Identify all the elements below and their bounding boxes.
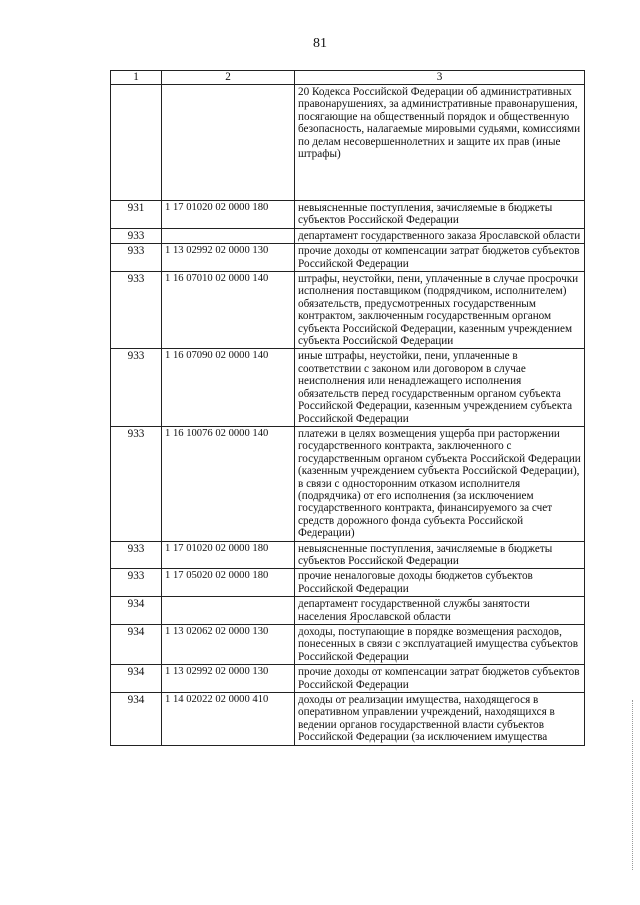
description-cell: штрафы, неустойки, пени, уплаченные в случае просрочки исполнения поставщиком (подрядчиком, исполнителем) обязательств, предусмотренных государственным контрактом, заключенным государственным органом субъекта Российской Федерации, казенным учреждением субъекта Российской Федерации	[295, 272, 585, 349]
table-row	[111, 693, 585, 746]
table-row	[111, 201, 585, 229]
budget-code-cell: 1 13 02992 02 0000 130	[162, 665, 295, 693]
budget-code-cell: 1 16 10076 02 0000 140	[162, 426, 295, 541]
admin-code-cell: 933	[111, 272, 162, 349]
table-row	[111, 85, 585, 201]
admin-code-cell: 933	[111, 349, 162, 426]
column-header: 1	[111, 71, 162, 85]
page-number: 81	[313, 36, 327, 51]
admin-code-cell: 933	[111, 244, 162, 272]
description-cell: невыясненные поступления, зачисляемые в бюджеты субъектов Российской Федерации	[295, 541, 585, 569]
table-row	[111, 569, 585, 597]
table-header-row	[111, 71, 585, 85]
budget-code-cell	[162, 228, 295, 243]
budget-code-cell: 1 17 01020 02 0000 180	[162, 201, 295, 229]
table-row	[111, 597, 585, 625]
admin-code-cell: 931	[111, 201, 162, 229]
description-cell: прочие доходы от компенсации затрат бюджетов субъектов Российской Федерации	[295, 665, 585, 693]
column-header: 2	[162, 71, 295, 85]
admin-code-cell: 934	[111, 665, 162, 693]
budget-code-cell	[162, 85, 295, 201]
admin-code-cell: 934	[111, 693, 162, 746]
admin-code-cell: 933	[111, 426, 162, 541]
budget-code-cell: 1 16 07010 02 0000 140	[162, 272, 295, 349]
description-cell: платежи в целях возмещения ущерба при расторжении государственного контракта, заключенного с государственным органом субъекта Российской Федерации (казенным учреждением субъекта Российской Федерации), в связи с односторонним отказом исполнителя (подрядчика) от его исполнения (за исключением государственного контракта, финансируемого за счет средств дорожного фонда субъекта Российской Федерации)	[295, 426, 585, 541]
scan-edge-marks	[632, 700, 636, 870]
budget-code-cell: 1 13 02992 02 0000 130	[162, 244, 295, 272]
table-row	[111, 228, 585, 243]
description-cell: 20 Кодекса Российской Федерации об административных правонарушениях, за административные правонарушения, посягающие на общественный порядок и общественную безопасность, налагаемые мировыми судьями, комиссиями по делам несовершеннолетних и защите их прав (иные штрафы)	[295, 85, 585, 201]
budget-code-cell: 1 17 05020 02 0000 180	[162, 569, 295, 597]
description-cell: прочие неналоговые доходы бюджетов субъектов Российской Федерации	[295, 569, 585, 597]
description-cell: департамент государственной службы занятости населения Ярославской области	[295, 597, 585, 625]
description-cell: доходы, поступающие в порядке возмещения расходов, понесенных в связи с эксплуатацией имущества субъектов Российской Федерации	[295, 625, 585, 665]
table-row	[111, 349, 585, 426]
budget-code-cell: 1 13 02062 02 0000 130	[162, 625, 295, 665]
revenue-table	[110, 70, 585, 746]
budget-code-cell	[162, 597, 295, 625]
description-cell: департамент государственного заказа Ярославской области	[295, 228, 585, 243]
description-cell: невыясненные поступления, зачисляемые в бюджеты субъектов Российской Федерации	[295, 201, 585, 229]
budget-code-cell: 1 14 02022 02 0000 410	[162, 693, 295, 746]
description-cell: доходы от реализации имущества, находящегося в оперативном управлении учреждений, находящихся в ведении органов государственной власти субъектов Российской Федерации (за исключением имущества	[295, 693, 585, 746]
admin-code-cell: 933	[111, 228, 162, 243]
table-row	[111, 665, 585, 693]
table-row	[111, 541, 585, 569]
table-row	[111, 426, 585, 541]
budget-code-cell: 1 16 07090 02 0000 140	[162, 349, 295, 426]
budget-code-cell: 1 17 01020 02 0000 180	[162, 541, 295, 569]
column-header: 3	[295, 71, 585, 85]
admin-code-cell: 934	[111, 625, 162, 665]
description-cell: иные штрафы, неустойки, пени, уплаченные в соответствии с законом или договором в случае неисполнения или ненадлежащего исполнения обязательств перед государственным органом субъекта Российской Федерации, казенным учреждением субъекта Российской Федерации	[295, 349, 585, 426]
admin-code-cell	[111, 85, 162, 201]
table-row	[111, 244, 585, 272]
table-row	[111, 272, 585, 349]
admin-code-cell: 934	[111, 597, 162, 625]
description-cell: прочие доходы от компенсации затрат бюджетов субъектов Российской Федерации	[295, 244, 585, 272]
admin-code-cell: 933	[111, 569, 162, 597]
table-row	[111, 625, 585, 665]
admin-code-cell: 933	[111, 541, 162, 569]
